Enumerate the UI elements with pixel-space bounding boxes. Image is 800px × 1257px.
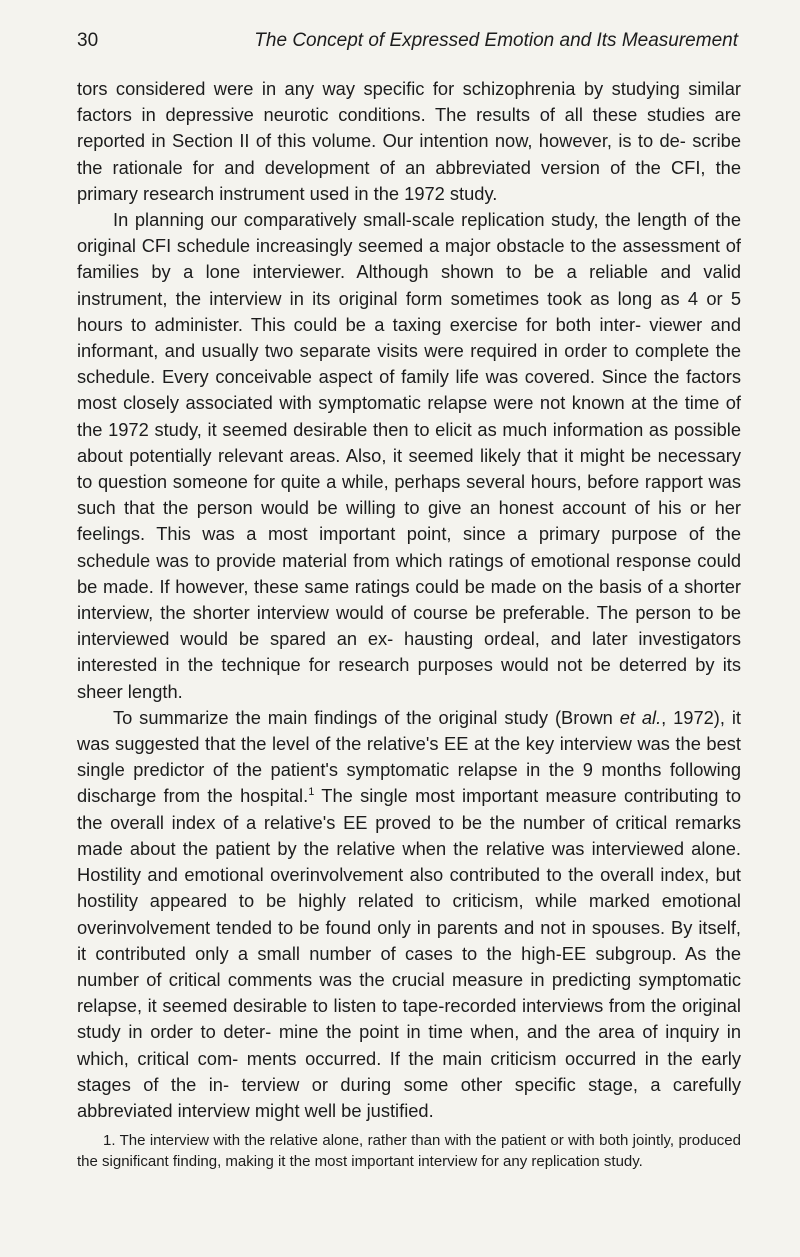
page-header xyxy=(77,30,738,60)
citation-et-al: et al. xyxy=(619,706,662,728)
paragraph-1: tors considered were in any way specific for schizophrenia by studying similar factors in depressive neurotic conditions. The results of all these studies are reported in Section II of this volume. Our intention now, however, is to de- scribe the rationale for and development of an abbreviated version of the CFI, the primary research instrument used in the 1972 study. xyxy=(77,78,741,204)
paragraph-3-part-b: , 1972), it was suggested that the level of the relative's EE at the key interview was the best single predictor of the patient's symptomatic relapse in the 9 months following discharge from the hospital. xyxy=(77,706,741,807)
footnote-marker: 1 xyxy=(308,786,315,799)
running-head: The Concept of Expressed Emotion and Its Measurement xyxy=(254,30,738,51)
page-number: 30 xyxy=(77,30,99,51)
body-text xyxy=(77,76,741,1124)
footnote: 1. The interview with the relative alone, rather than with the patient or with both jointly, produced the significant finding, making it the most important interview for any replication study. xyxy=(77,1132,741,1170)
paragraph-3 xyxy=(77,705,741,1124)
paragraph-3-part-c: The single most important measure contributing to the overall index of a relative's EE proved to be the number of critical remarks made about the patient by the relative when the relative was interviewed alone. Hostility and emotional overinvolvement also contributed to the overall index, but hostility appeared to be highly related to criticism, while marked emotional overinvolvement tended to be found only in parents and not in spouses. By itself, it contributed only a small number of cases to the high-EE subgroup. As the number of critical comments was the crucial measure in predicting symptomatic relapse, it seemed desirable to listen to tape-recorded interviews from the original study in order to deter- mine the point in time when, and the area of inquiry in which, critical com- ments occurred. If the main criticism occurred in the early stages of the in- terview or during some other specific stage, a carefully abbreviated interview might well be justified. xyxy=(77,785,741,1121)
paragraph-2: In planning our comparatively small-scale replication study, the length of the original CFI schedule increasingly seemed a major obstacle to the assessment of families by a lone interviewer. Although shown to be a reliable and valid instrument, the interview in its original form sometimes took as long as 4 or 5 hours to administer. This could be a taxing exercise for both inter- viewer and informant, and usually two separate visits were required in order to complete the schedule. Every conceivable aspect of family life was covered. Since the factors most closely associated with symptomatic relapse were not known at the time of the 1972 study, it seemed desirable then to elicit as much information as possible about potentially relevant areas. Also, it seemed likely that it might be necessary to question someone for quite a while, perhaps several hours, before rapport was such that the person would be willing to give an honest account of his or her feelings. This was a most important point, since a primary purpose of the schedule was to provide material from which ratings of emotional response could be made. If however, these same ratings could be made on the basis of a shorter interview, the shorter interview would of course be preferable. The person to be interviewed would be spared an ex- hausting ordeal, and later investigators interested in the technique for research purposes would not be deterred by its sheer length. xyxy=(77,209,741,702)
paragraph-3-part-a: To summarize the main findings of the original study (Brown xyxy=(113,706,620,728)
